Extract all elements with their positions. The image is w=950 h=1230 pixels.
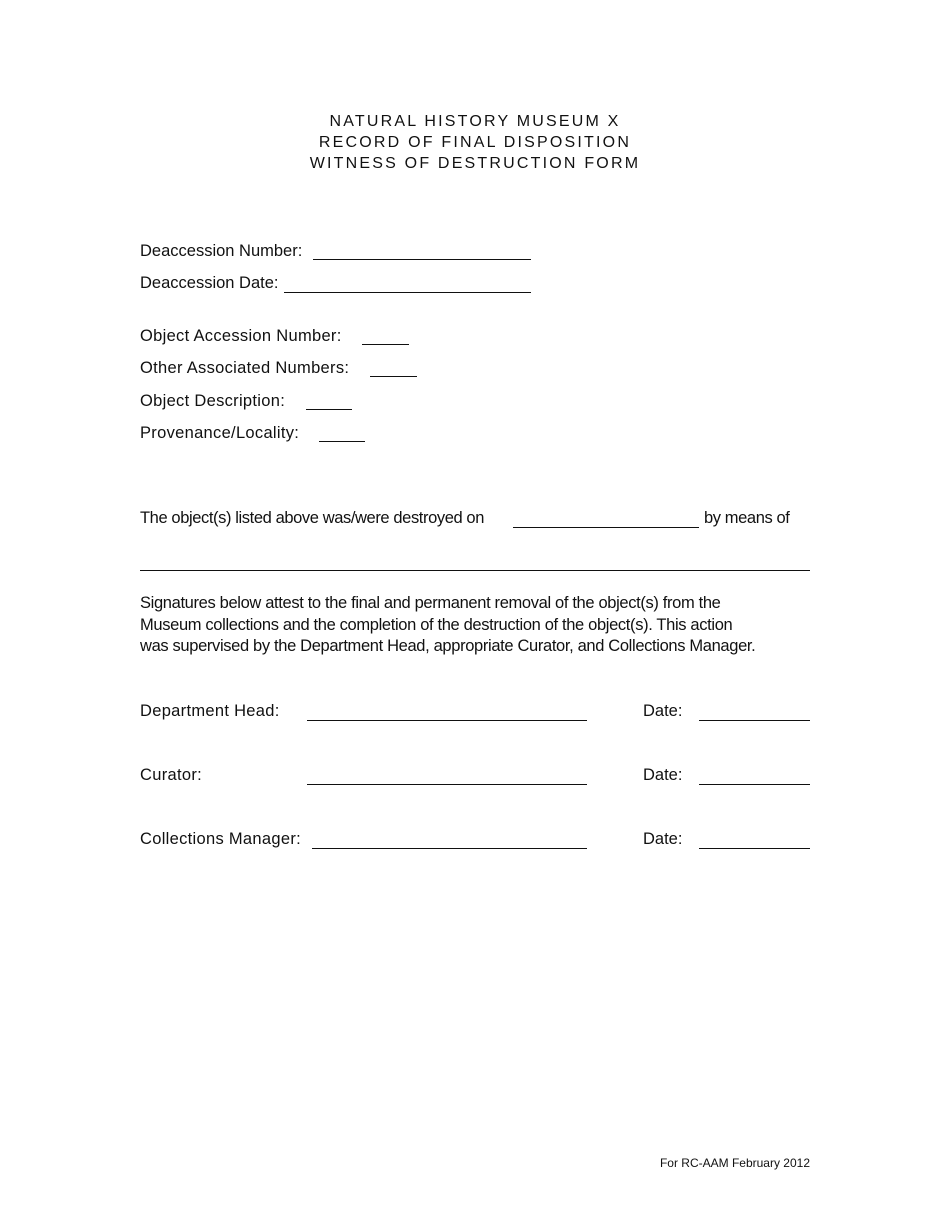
- collections-manager-signature-field[interactable]: [312, 848, 587, 849]
- deaccession-date-label: Deaccession Date:: [140, 274, 279, 292]
- form-title: WITNESS OF DESTRUCTION FORM: [309, 155, 641, 172]
- deaccession-number-field[interactable]: [313, 259, 531, 260]
- department-head-signature-field[interactable]: [307, 720, 587, 721]
- deaccession-number-label: Deaccession Number:: [140, 242, 303, 260]
- curator-date-label: Date:: [643, 766, 683, 784]
- by-means-of-text: by means of: [704, 509, 790, 527]
- form-header: [0, 111, 950, 174]
- attestation-paragraph: [140, 593, 820, 658]
- object-accession-number-field[interactable]: [362, 344, 409, 345]
- attestation-line: Signatures below attest to the final and permanent removal of the object(s) from the: [140, 594, 721, 612]
- other-associated-numbers-field[interactable]: [370, 376, 417, 377]
- attestation-line: Museum collections and the completion of the destruction of the object(s). This action: [140, 615, 733, 634]
- attestation-line: was supervised by the Department Head, appropriate Curator, and Collections Manager.: [140, 637, 756, 655]
- other-associated-numbers-label: Other Associated Numbers:: [140, 359, 350, 377]
- curator-date-field[interactable]: [699, 784, 810, 785]
- provenance-locality-label: Provenance/Locality:: [140, 424, 300, 442]
- museum-name: NATURAL HISTORY MUSEUM X: [329, 113, 621, 130]
- object-description-field[interactable]: [306, 409, 352, 410]
- department-head-date-field[interactable]: [699, 720, 810, 721]
- deaccession-date-field[interactable]: [284, 292, 531, 293]
- footer-note: For RC-AAM February 2012: [659, 1156, 810, 1170]
- means-of-destruction-field[interactable]: [140, 570, 810, 571]
- collections-manager-date-label: Date:: [643, 830, 683, 848]
- destroyed-on-text: The object(s) listed above was/were destroyed on: [140, 509, 484, 527]
- department-head-date-label: Date:: [643, 702, 683, 720]
- destruction-date-field[interactable]: [513, 527, 699, 528]
- curator-signature-field[interactable]: [307, 784, 587, 785]
- collections-manager-label: Collections Manager:: [140, 830, 301, 848]
- collections-manager-date-field[interactable]: [699, 848, 810, 849]
- record-title: RECORD OF FINAL DISPOSITION: [318, 134, 632, 151]
- object-description-label: Object Description:: [140, 392, 286, 410]
- provenance-locality-field[interactable]: [319, 441, 365, 442]
- object-accession-number-label: Object Accession Number:: [140, 327, 342, 345]
- department-head-label: Department Head:: [140, 702, 280, 720]
- curator-label: Curator:: [140, 766, 203, 784]
